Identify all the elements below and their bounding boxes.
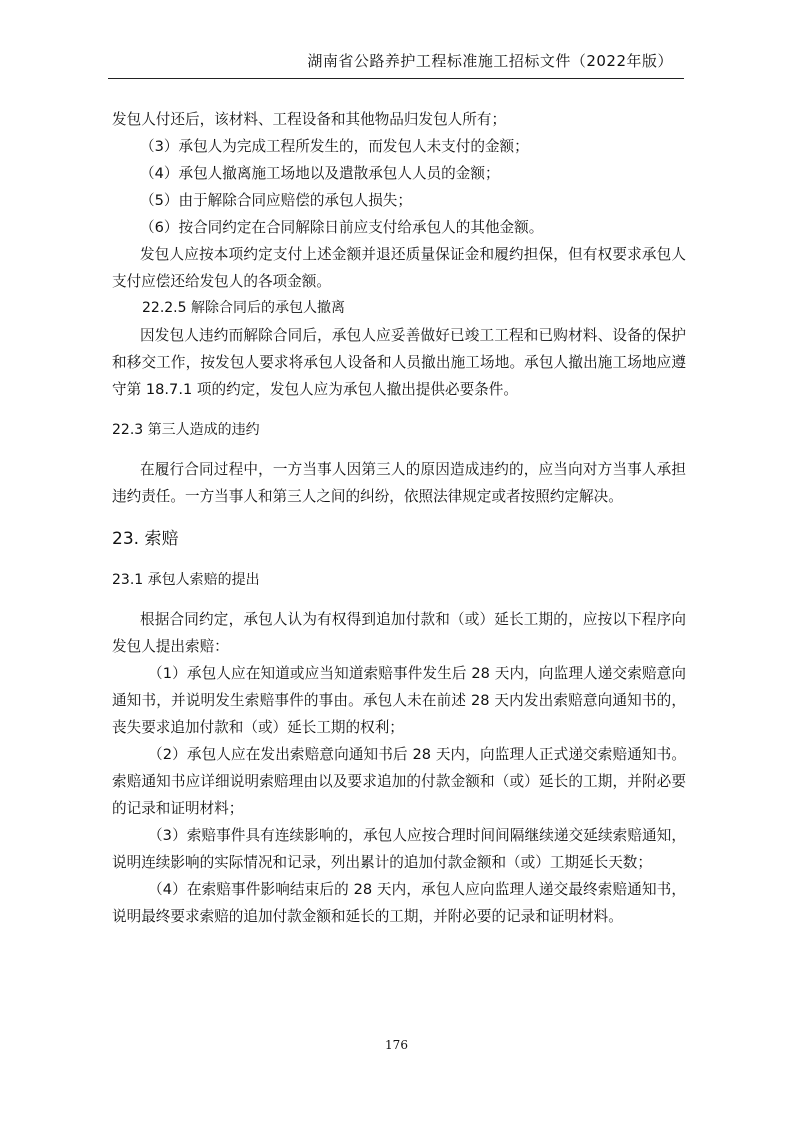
paragraph: （3）承包人为完成工程所发生的，而发包人未支付的金额； — [140, 138, 529, 155]
paragraph: 根据合同约定，承包人认为有权得到追加付款和（或）延长工期的，应按以下程序向发包人提出索赔： — [112, 611, 686, 655]
paragraph: （1）承包人应在知道或应当知道索赔事件发生后 28 天内，向监理人递交索赔意向通知书，并说明发生索赔事件的事由。承包人未在前述 28 天内发出索赔意向通知书的，丧失要求追加付款和（或）延长工期的权利； — [112, 665, 686, 736]
paragraph: （2）承包人应在发出索赔意向通知书后 28 天内，向监理人正式递交索赔通知书。索赔通知书应详细说明索赔理由以及要求追加的付款金额和（或）延长的工期，并附必要的记录和证明材料； — [112, 746, 686, 817]
paragraph: 在履行合同过程中，一方当事人因第三人的原因造成违约的，应当向对方当事人承担违约责任。一方当事人和第三人之间的纠纷，依照法律规定或者按照约定解决。 — [112, 461, 686, 505]
paragraph: 发包人应按本项约定支付上述金额并退还质量保证金和履约担保，但有权要求承包人支付应偿还给发包人的各项金额。 — [112, 246, 686, 290]
header-title: 湖南省公路养护工程标准施工招标文件（2022年版） — [307, 52, 673, 70]
page-number: 176 — [385, 1038, 408, 1052]
paragraph: （5）由于解除合同应赔偿的承包人损失； — [140, 192, 412, 209]
paragraph: （3）索赔事件具有连续影响的，承包人应按合理时间间隔继续递交延续索赔通知，说明连续影响的实际情况和记录，列出累计的追加付款金额和（或）工期延长天数； — [112, 827, 686, 871]
paragraph: （4）承包人撤离施工场地以及遣散承包人人员的金额； — [140, 165, 500, 182]
header-rule — [108, 78, 684, 79]
subsection-heading: 22.3 第三人造成的违约 — [112, 422, 260, 438]
clause-heading: 22.2.5 解除合同后的承包人撤离 — [142, 300, 345, 316]
section-heading: 23. 索赔 — [112, 529, 179, 549]
paragraph: 发包人付还后，该材料、工程设备和其他物品归发包人所有； — [112, 111, 507, 128]
subsection-heading: 23.1 承包人索赔的提出 — [112, 572, 260, 588]
paragraph: 因发包人违约而解除合同后，承包人应妥善做好已竣工工程和已购材料、设备的保护和移交工作，按发包人要求将承包人设备和人员撤出施工场地。承包人撤出施工场地应遵守第 18.7.1 项的约定，发包人应为承包人撤出提供必要条件。 — [112, 327, 686, 398]
document-body — [112, 106, 686, 930]
paragraph: （4）在索赔事件影响结束后的 28 天内，承包人应向监理人递交最终索赔通知书，说明最终要求索赔的追加付款金额和延长的工期，并附必要的记录和证明材料。 — [112, 881, 686, 925]
paragraph: （6）按合同约定在合同解除日前应支付给承包人的其他金额。 — [140, 219, 544, 236]
